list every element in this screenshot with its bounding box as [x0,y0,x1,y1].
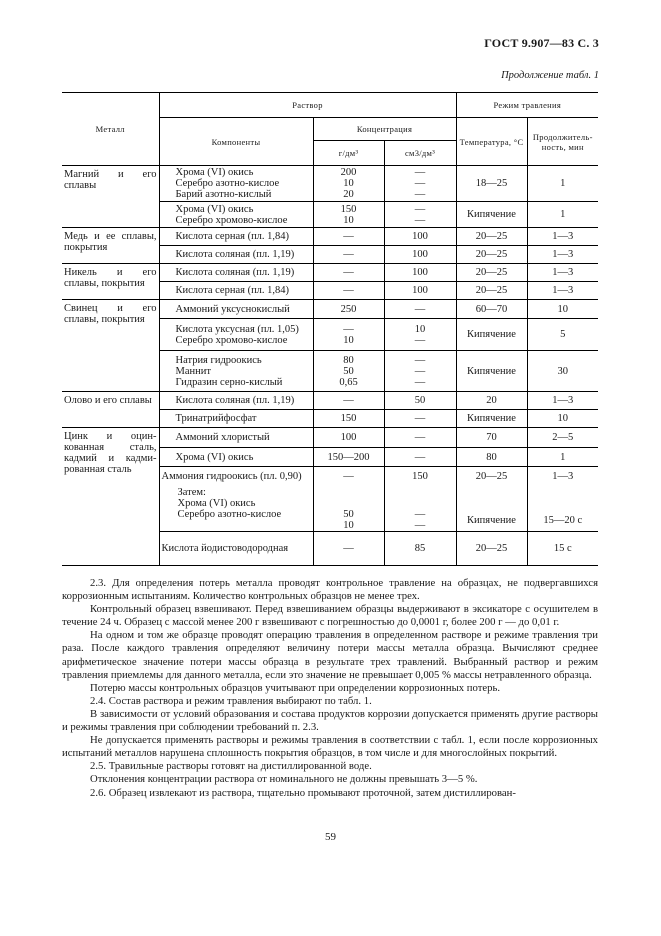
conc-cm-cell: 150 — — [384,467,456,532]
temperature-cell: Кипячение [456,351,527,392]
paragraph: 2.5. Травильные растворы готовят на дистиллированной воде. [90,760,372,773]
duration-cell: 1—3 [527,246,598,264]
conc-g-cell: — [313,264,384,282]
table-row [62,392,598,410]
temperature-cell: Кипячение [456,202,527,228]
conc-g-cell: 80 50 0,65 [313,351,384,392]
duration-cell: 10 [527,300,598,319]
table-row [62,428,598,448]
conc-cm-cell: 100 [384,282,456,300]
header-metal: Металл [62,93,159,166]
conc-cm-cell: 85 [384,532,456,566]
document-header: ГОСТ 9.907—83 С. 3 [484,36,599,50]
components-cell: Кислота соляная (пл. 1,19) [159,246,313,264]
table-continuation-note: Продолжение табл. 1 [501,70,599,81]
conc-cm-cell: 10 — [384,319,456,351]
conc-g-cell: — [313,282,384,300]
conc-g-cell: 100 [313,428,384,448]
etching-table [62,92,598,566]
paragraph: 2.4. Состав раствора и режим травления выбирают по табл. 1. [90,694,372,707]
components-cell: Кислота серная (пл. 1,84) [159,282,313,300]
temperature-cell: 20—25 [456,228,527,246]
paragraph: Отклонения концентрации раствора от номинального не должны превышать 3—5 %. [90,773,478,786]
conc-g-cell: 150—200 [313,448,384,467]
conc-cm-cell: 50 [384,392,456,410]
conc-cm-cell: — — [384,202,456,228]
temperature-cell: 70 [456,428,527,448]
temperature-cell: 20—25 [456,282,527,300]
metal-cell: Свинец и его сплавы, покрытия [62,300,159,392]
components-cell: Кислота серная (пл. 1,84) [159,228,313,246]
components-cell: Тринатрийфосфат [159,410,313,428]
duration-cell: 5 [527,319,598,351]
components-cell: Кислота соляная (пл. 1,19) [159,264,313,282]
temperature-cell: Кипячение [456,410,527,428]
components-cell: Хрома (VI) окись [159,448,313,467]
paragraph: Контрольный образец взвешивают. Перед взвешиванием образцы выдерживают в эксикаторе с осушителем в течение 24 ч. Образец с массой менее 200 г взвешивают с погрешностью до 0,0001 г, более 200 г — до 0,01 г. [62,603,598,629]
components-cell: Аммоний хлористый [159,428,313,448]
table-row [62,228,598,246]
conc-g-cell: — [313,392,384,410]
components-cell: Кислота уксусная (пл. 1,05) Серебро хромово-кислое [159,319,313,351]
conc-cm-cell: 100 [384,264,456,282]
metal-cell: Никель и его сплавы, покрытия [62,264,159,300]
temperature-cell: 80 [456,448,527,467]
duration-cell: 1 [527,202,598,228]
conc-cm-cell: 100 [384,228,456,246]
temperature-cell: 20—25 [456,532,527,566]
conc-g-cell: — 10 [313,319,384,351]
metal-cell: Магний и его сплавы [62,166,159,228]
conc-cm-cell: — [384,300,456,319]
duration-cell: 1—3 [527,228,598,246]
metal-cell: Медь и ее сплавы, покрытия [62,228,159,264]
components-cell: Аммоний уксуснокислый [159,300,313,319]
conc-g-cell: 150 10 [313,202,384,228]
paragraph: На одном и том же образце проводят операцию травления в определенном растворе и режиме травления три раза. После каждого травления определяют величину потери массы металла образца. Вычисляют среднее арифметическое значение потери массы образца в результате трех травлений. Выбранный раствор и режим травления приемлемы для данного металла, если это значение не превышает 0,005 % массы нетравленного образца. [62,629,598,681]
conc-g-cell: — 50 10 [313,467,384,532]
conc-g-cell: — [313,246,384,264]
body-text [62,577,598,800]
components-cell: Хрома (VI) окись Серебро азотно-кислое Барий азотно-кислый [159,166,313,202]
components-cell: Хрома (VI) окись Серебро хромово-кислое [159,202,313,228]
paragraph: Не допускается применять растворы и режимы травления в соответствии с табл. 1, если после коррозионных испытаний металлов нарушена сплошность покрытия образцов, в том числе и для многослойных покрытий. [62,734,598,760]
duration-cell: 1—3 15—20 с [527,467,598,532]
duration-cell: 1—3 [527,282,598,300]
temperature-cell: 20—25 Кипячение [456,467,527,532]
conc-cm-cell: — [384,428,456,448]
temperature-cell: 60—70 [456,300,527,319]
duration-cell: 1—3 [527,392,598,410]
table-row [62,166,598,202]
header-duration: Продолжитель-ность, мин [527,118,598,166]
conc-cm-cell: — [384,410,456,428]
metal-cell: Олово и его сплавы [62,392,159,428]
conc-g-cell: 200 10 20 [313,166,384,202]
header-concentration: Концентрация [313,118,456,141]
header-g-dm3: г/дм³ [313,141,384,166]
header-solution: Раствор [159,93,456,118]
temperature-cell: 20—25 [456,264,527,282]
paragraph: Потерю массы контрольных образцов учитывают при определении коррозионных потерь. [90,681,501,694]
paragraph: 2.6. Образец извлекают из раствора, тщательно промывают проточной, затем дистиллирован- [90,786,516,799]
metal-cell: Цинк и оцин-кованная сталь, кадмий и кадми-рованная сталь [62,428,159,566]
duration-cell: 30 [527,351,598,392]
header-temperature: Температура, °С [456,118,527,166]
temperature-cell: 18—25 [456,166,527,202]
duration-cell: 1 [527,166,598,202]
paragraph: В зависимости от условий образования и состава продуктов коррозии допускается применять другие растворы и режимы травления при соблюдении требований п. 2.3. [62,707,598,734]
conc-cm-cell: — — — [384,166,456,202]
temperature-cell: 20 [456,392,527,410]
components-cell: Натрия гидроокись Маннит Гидразин серно-кислый [159,351,313,392]
header-components: Компоненты [159,118,313,166]
duration-cell: 2—5 [527,428,598,448]
table-row [62,300,598,319]
conc-g-cell: 150 [313,410,384,428]
table-row [62,264,598,282]
components-cell: Кислота йодистоводородная [159,532,313,566]
conc-cm-cell: — — — [384,351,456,392]
components-cell: Аммония гидроокись (пл. 0,90) Затем: Хрома (VI) окись Серебро азотно-кислое [159,467,313,532]
page-number: 59 [325,831,336,843]
conc-g-cell: — [313,228,384,246]
temperature-cell: Кипячение [456,319,527,351]
header-mode: Режим травления [456,93,598,118]
components-cell: Кислота соляная (пл. 1,19) [159,392,313,410]
duration-cell: 15 с [527,532,598,566]
duration-cell: 10 [527,410,598,428]
conc-cm-cell: 100 [384,246,456,264]
conc-g-cell: 250 [313,300,384,319]
conc-cm-cell: — [384,448,456,467]
duration-cell: 1—3 [527,264,598,282]
temperature-cell: 20—25 [456,246,527,264]
paragraph: 2.3. Для определения потерь металла проводят контрольное травление на образцах, не подвергавшихся коррозионным испытаниям. Количество контрольных образцов не менее трех. [62,577,598,603]
conc-g-cell: — [313,532,384,566]
duration-cell: 1 [527,448,598,467]
header-cm3-dm3: см3/дм³ [384,141,456,166]
